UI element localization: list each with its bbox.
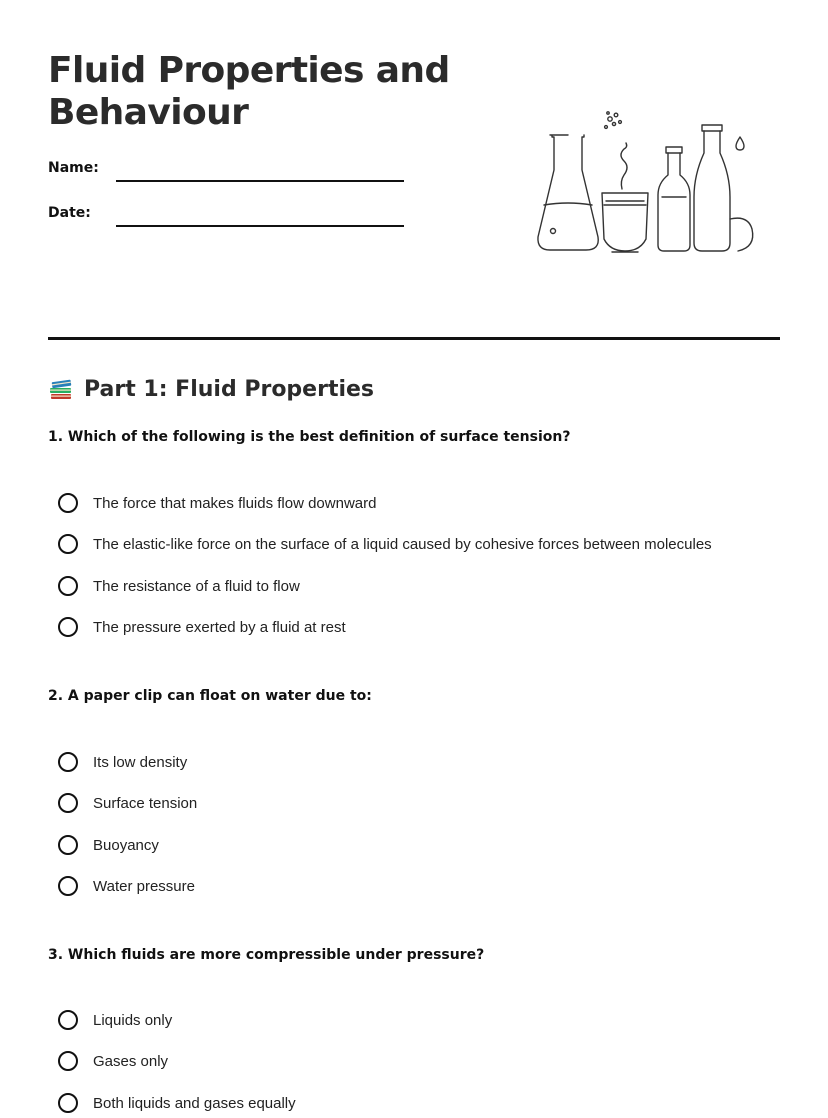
q1-option-d[interactable]	[58, 615, 346, 639]
question-1: 1. Which of the following is the best definition of surface tension?	[48, 429, 571, 445]
date-field[interactable]	[116, 225, 404, 227]
q2-option-b[interactable]	[58, 791, 197, 815]
q2-option-a[interactable]	[58, 750, 187, 774]
date-label: Date:	[48, 205, 91, 221]
q1-option-b[interactable]	[58, 532, 712, 556]
option-label: The force that makes fluids flow downward	[93, 494, 377, 512]
option-label: Both liquids and gases equally	[93, 1094, 296, 1112]
q2-option-d[interactable]	[58, 874, 195, 898]
option-label: Its low density	[93, 753, 188, 771]
part1-heading	[48, 373, 374, 405]
radio-button[interactable]	[58, 793, 78, 813]
radio-button[interactable]	[58, 1051, 78, 1071]
option-label: Surface tension	[93, 794, 198, 812]
option-label: Water pressure	[93, 877, 195, 895]
title-line-2: Behaviour	[48, 92, 249, 133]
option-label: The pressure exerted by a fluid at rest	[93, 618, 346, 636]
q3-option-c[interactable]	[58, 1091, 296, 1115]
radio-button[interactable]	[58, 617, 78, 637]
option-label: Buoyancy	[93, 836, 159, 854]
radio-button[interactable]	[58, 534, 78, 554]
radio-button[interactable]	[58, 835, 78, 855]
question-3: 3. Which fluids are more compressible under pressure?	[48, 947, 485, 963]
lab-glassware-icon	[530, 105, 760, 260]
q3-option-a[interactable]	[58, 1008, 172, 1032]
name-field[interactable]	[116, 180, 404, 182]
option-label: Liquids only	[93, 1011, 173, 1029]
part1-heading-text: Part 1: Fluid Properties	[84, 376, 375, 402]
title-line-1: Fluid Properties and	[48, 50, 450, 91]
radio-button[interactable]	[58, 876, 78, 896]
radio-button[interactable]	[58, 752, 78, 772]
radio-button[interactable]	[58, 493, 78, 513]
option-label: The elastic-like force on the surface of a liquid caused by cohesive forces between molecules	[93, 535, 712, 553]
name-label: Name:	[48, 160, 99, 176]
radio-button[interactable]	[58, 1093, 78, 1113]
radio-button[interactable]	[58, 1010, 78, 1030]
q1-option-a[interactable]	[58, 491, 376, 515]
books-icon	[48, 376, 74, 402]
q2-option-c[interactable]	[58, 833, 159, 857]
option-label: The resistance of a fluid to flow	[93, 577, 300, 595]
radio-button[interactable]	[58, 576, 78, 596]
option-label: Gases only	[93, 1052, 169, 1070]
q1-option-c[interactable]	[58, 574, 300, 598]
q3-option-b[interactable]	[58, 1049, 168, 1073]
worksheet-title	[48, 50, 450, 134]
section-divider	[48, 337, 780, 340]
question-2: 2. A paper clip can float on water due to:	[48, 688, 372, 704]
